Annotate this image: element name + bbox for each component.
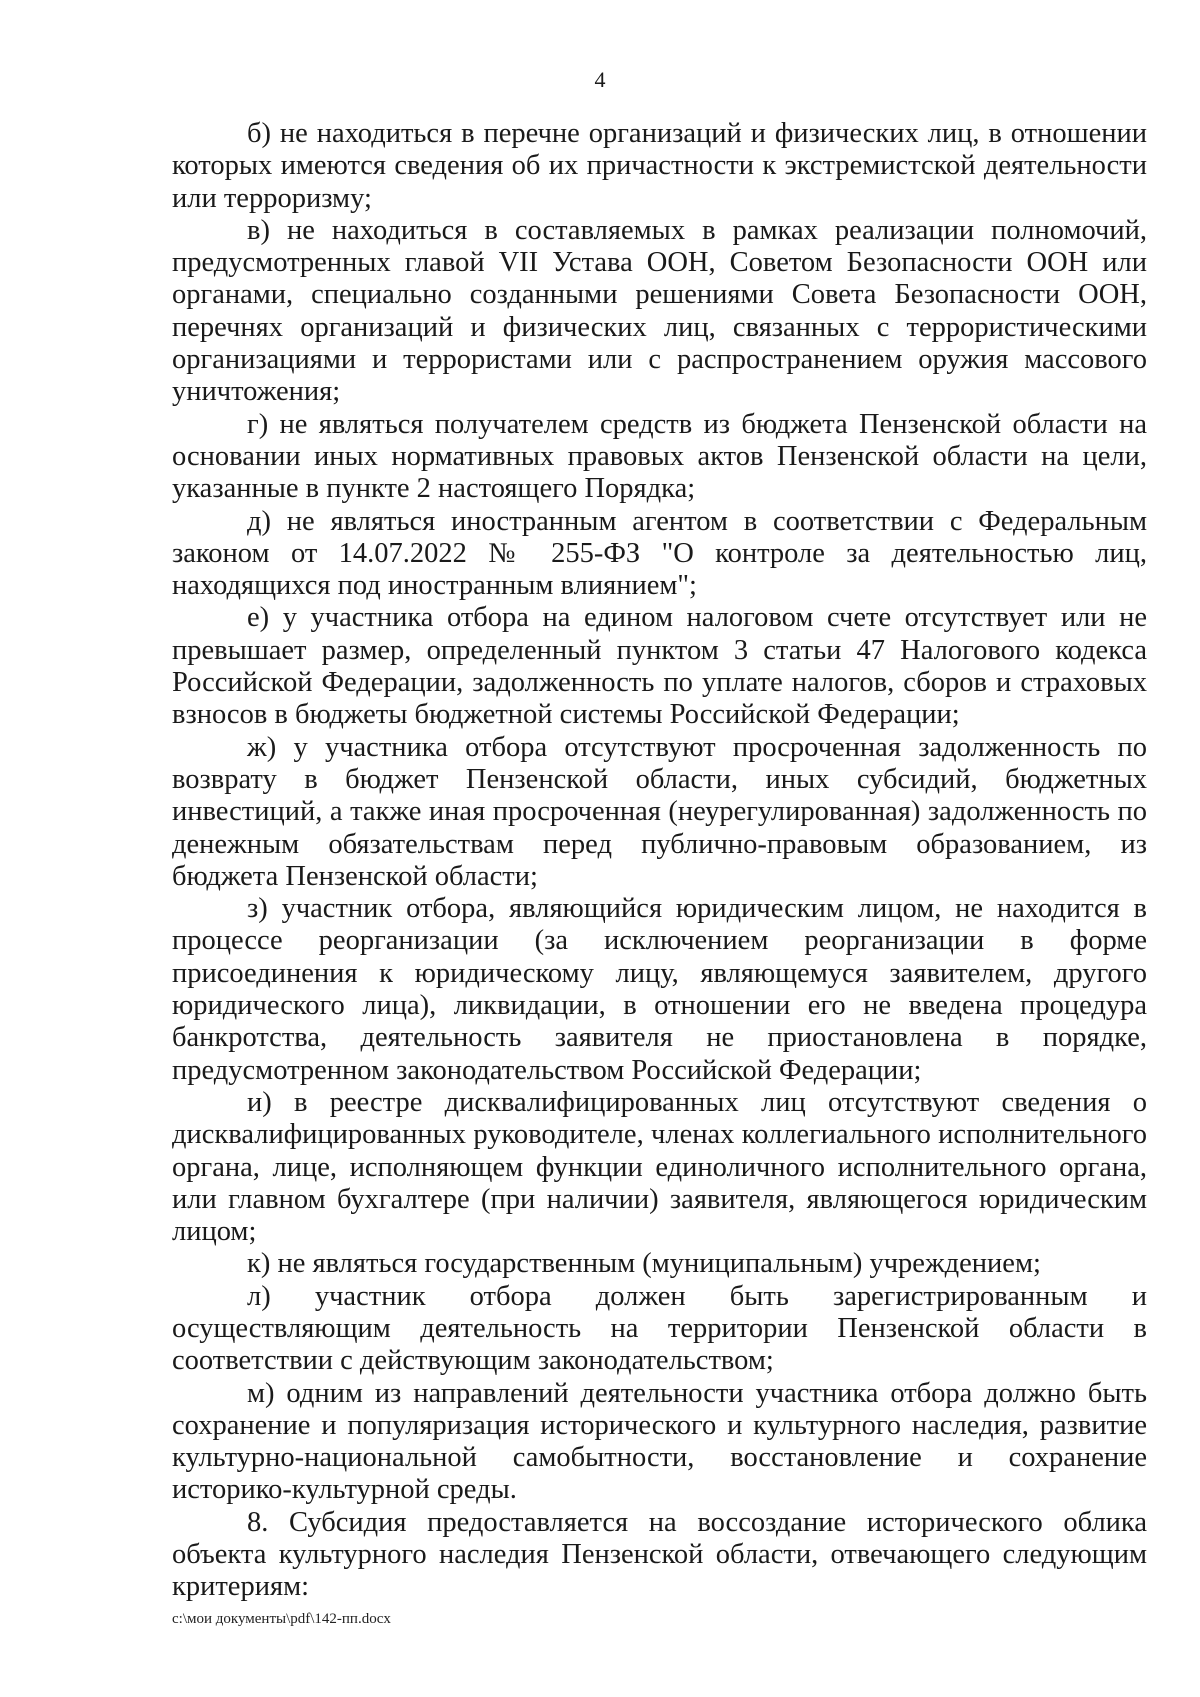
paragraph-m: м) одним из направлений деятельности участника отбора должно быть сохранение и популяризация исторического и культурного наследия, развитие культурно-национальной самобытности, восстановление и сохранение историко-культурной среды.	[172, 1377, 1147, 1506]
paragraph-b: б) не находиться в перечне организаций и физических лиц, в отношении которых имеются сведения об их причастности к экстремистской деятельности или терроризму;	[172, 118, 1147, 214]
paragraph-v: в) не находиться в составляемых в рамках реализации полномочий, предусмотренных главой VII Устава ООН, Советом Безопасности ООН или органами, специально созданными решениями Совета Безопасности ООН, перечнях организаций и физических лиц, связанных с террористическими организациями и террористами или с распространением оружия массового уничтожения;	[172, 214, 1147, 408]
document-body	[172, 118, 1147, 1604]
paragraph-e: е) у участника отбора на едином налоговом счете отсутствует или не превышает размер, определенный пунктом 3 статьи 47 Налогового кодекса Российской Федерации, задолженность по уплате налогов, сборов и страховых взносов в бюджеты бюджетной системы Российской Федерации;	[172, 602, 1147, 731]
page-number: 4	[594, 67, 606, 92]
footer-file-path: c:\мои документы\pdf\142-пп.docx	[172, 1611, 391, 1627]
paragraph-zh: ж) у участника отбора отсутствуют просроченная задолженность по возврату в бюджет Пензенской области, иных субсидий, бюджетных инвестиций, а также иная просроченная (неурегулированная) задолженность по денежным обязательствам перед публично-правовым образованием, из бюджета Пензенской области;	[172, 731, 1147, 892]
paragraph-d: д) не являться иностранным агентом в соответствии с Федеральным законом от 14.07.2022 № 255-ФЗ "О контроле за деятельностью лиц, находящихся под иностранным влиянием";	[172, 505, 1147, 602]
paragraph-g: г) не являться получателем средств из бюджета Пензенской области на основании иных нормативных правовых актов Пензенской области на цели, указанные в пункте 2 настоящего Порядка;	[172, 408, 1147, 505]
paragraph-i: и) в реестре дисквалифицированных лиц отсутствуют сведения о дисквалифицированных руководителе, членах коллегиального исполнительного органа, лице, исполняющем функции единоличного исполнительного органа, или главном бухгалтере (при наличии) заявителя, являющегося юридическим лицом;	[172, 1086, 1147, 1248]
paragraph-l: л) участник отбора должен быть зарегистрированным и осуществляющим деятельность на территории Пензенской области в соответствии с действующим законодательством;	[172, 1280, 1147, 1377]
paragraph-k: к) не являться государственным (муниципальным) учреждением;	[247, 1248, 1041, 1280]
paragraph-8: 8. Субсидия предоставляется на воссоздание исторического облика объекта культурного наследия Пензенской области, отвечающего следующим критериям:	[172, 1506, 1147, 1603]
paragraph-z: з) участник отбора, являющийся юридическим лицом, не находится в процессе реорганизации (за исключением реорганизации в форме присоединения к юридическому лицу, являющемуся заявителем, другого юридического лица), ликвидации, в отношении его не введена процедура банкротства, деятельность заявителя не приостановлена в порядке, предусмотренном законодательством Российской Федерации;	[172, 893, 1147, 1086]
